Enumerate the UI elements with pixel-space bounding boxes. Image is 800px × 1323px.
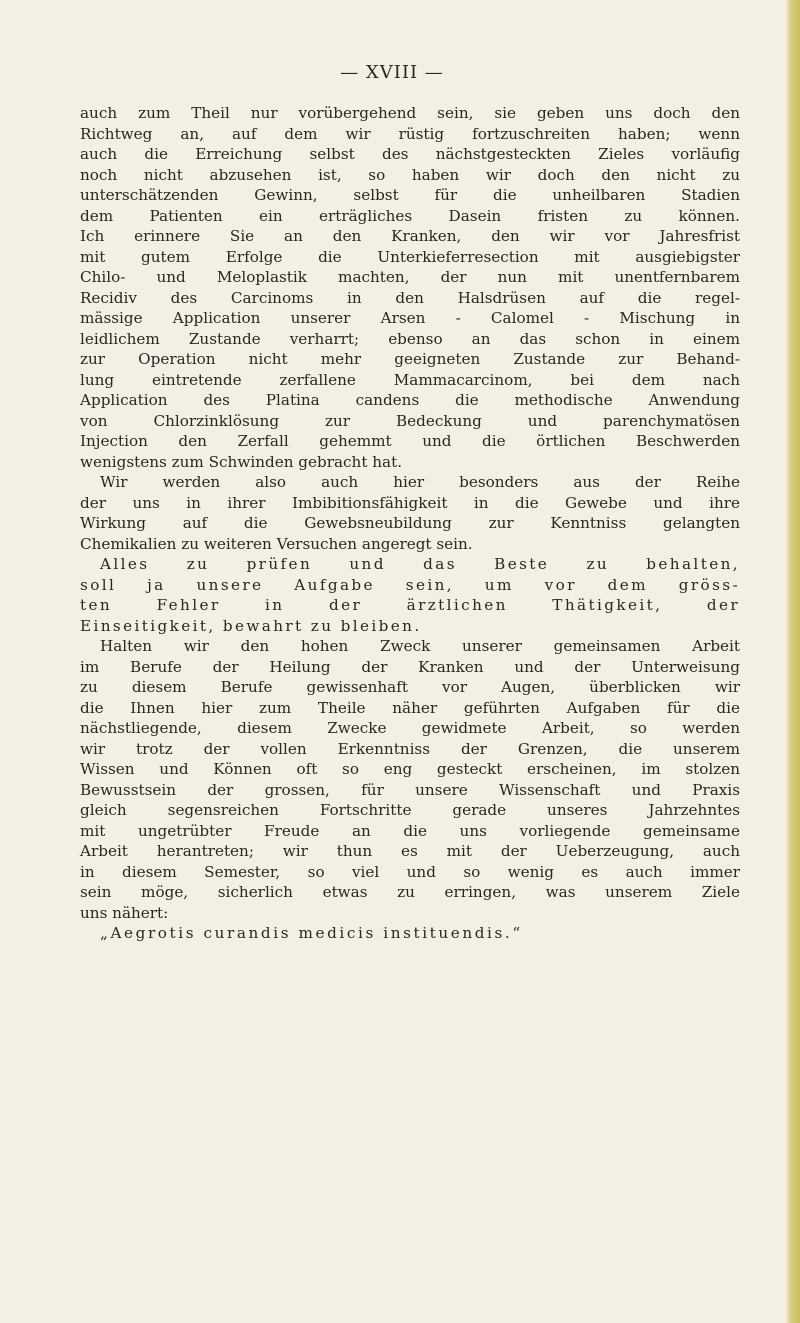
text-line: der uns in ihrer Imbibitionsfähigkeit in die Gewebe und ihre: [80, 493, 740, 512]
text-line: auch die Erreichung selbst des nächstgesteckten Zieles vorläufig: [80, 145, 740, 163]
text-line: wenigstens zum Schwinden gebracht hat.: [80, 452, 403, 471]
text-line: zu diesem Berufe gewissenhaft vor Augen, überblicken wir: [80, 678, 740, 696]
text-line: unterschätzenden Gewinn, selbst für die unheilbaren Stadien: [80, 186, 740, 204]
body-text: [80, 103, 740, 944]
page-edge: [786, 0, 800, 1323]
text-line: nächstliegende, diesem Zwecke gewidmete Arbeit, so werden: [80, 719, 740, 737]
page-header: — XVIII —: [340, 62, 444, 83]
text-line: mit gutem Erfolge die Unterkieferresection mit ausgiebigster: [80, 247, 740, 266]
text-line: auch zum Theil nur vorübergehend sein, sie geben uns doch den: [80, 104, 740, 122]
text-line: lung eintretende zerfallene Mammacarcinom, bei dem nach: [80, 370, 740, 389]
text-line: wir trotz der vollen Erkenntniss der Grenzen, die unserem: [80, 739, 740, 758]
emphasized-line: Alles zu prüfen und das Beste zu behalten,: [100, 555, 740, 573]
text-line: im Berufe der Heilung der Kranken und der Unterweisung: [80, 657, 740, 676]
text-line: sein möge, sicherlich etwas zu erringen, was unserem Ziele: [80, 883, 740, 901]
emphasized-line: soll ja unsere Aufgabe sein, um vor dem gröss-: [80, 575, 740, 594]
emphasized-line: Einseitigkeit, bewahrt zu bleiben.: [80, 616, 422, 635]
motto-line: „Aegrotis curandis medicis instituendis.“: [100, 924, 523, 942]
text-line: Application des Platina candens die methodische Anwendung: [80, 391, 740, 409]
text-line: Chemikalien zu weiteren Versuchen angeregt sein.: [80, 534, 473, 553]
text-line: Richtweg an, auf dem wir rüstig fortzuschreiten haben; wenn: [80, 124, 740, 143]
text-line: mit ungetrübter Freude an die uns vorliegende gemeinsame: [80, 821, 740, 840]
text-line: Injection den Zerfall gehemmt und die örtlichen Beschwerden: [80, 432, 740, 450]
text-line: gleich segensreichen Fortschritte gerade unseres Jahrzehntes: [80, 801, 740, 819]
text-line: Wissen und Können oft so eng gesteckt erscheinen, im stolzen: [80, 760, 740, 778]
text-line: Bewusstsein der grossen, für unsere Wissenschaft und Praxis: [80, 780, 740, 799]
text-line: uns nähert:: [80, 903, 169, 922]
text-line: zur Operation nicht mehr geeigneten Zustande zur Behand-: [80, 350, 740, 368]
text-line: die Ihnen hier zum Theile näher geführten Aufgaben für die: [80, 698, 740, 717]
text-line: leidlichem Zustande verharrt; ebenso an das schon in einem: [80, 329, 740, 348]
text-line: Recidiv des Carcinoms in den Halsdrüsen auf die regel-: [80, 288, 740, 307]
text-line: dem Patienten ein erträgliches Dasein fristen zu können.: [80, 206, 740, 225]
text-line: mässige Application unserer Arsen - Calomel - Mischung in: [80, 309, 740, 327]
emphasized-line: ten Fehler in der ärztlichen Thätigkeit, der: [80, 596, 740, 614]
text-line: noch nicht abzusehen ist, so haben wir doch den nicht zu: [80, 165, 740, 184]
text-line: Chilo- und Meloplastik machten, der nun mit unentfernbarem: [80, 268, 740, 286]
text-line: Arbeit herantreten; wir thun es mit der Ueberzeugung, auch: [80, 842, 740, 860]
text-line: von Chlorzinklösung zur Bedeckung und parenchymatösen: [80, 411, 740, 430]
text-line: in diesem Semester, so viel und so wenig es auch immer: [80, 862, 740, 881]
text-line: Ich erinnere Sie an den Kranken, den wir vor Jahresfrist: [80, 227, 740, 245]
text-line: Wirkung auf die Gewebsneubildung zur Kenntniss gelangten: [80, 514, 740, 532]
paragraph-start: Halten wir den hohen Zweck unserer gemeinsamen Arbeit: [100, 637, 740, 655]
paragraph-start: Wir werden also auch hier besonders aus der Reihe: [100, 473, 740, 491]
